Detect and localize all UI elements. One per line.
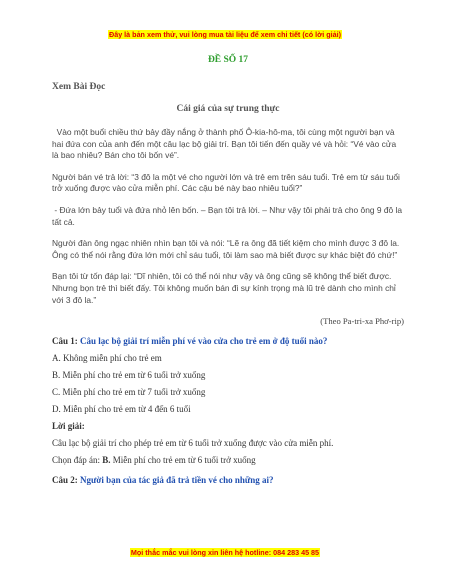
- preview-banner-text: Đây là bản xem thử, vui lòng mua tài liệu để xem chi tiết (có lời giải): [109, 30, 341, 39]
- solution-label: Lời giải:: [52, 421, 85, 432]
- solution-text: Câu lạc bộ giải trí cho phép trẻ em từ 6 tuổi trở xuống được vào cửa miễn phí.: [52, 438, 334, 449]
- document-body: [52, 52, 404, 485]
- option-d: D. Miễn phí cho trẻ em từ 4 đến 6 tuổi: [52, 404, 191, 415]
- hotline-banner: [0, 548, 450, 557]
- option-b: B. Miễn phí cho trẻ em từ 6 tuổi trở xuống: [52, 370, 206, 381]
- preview-banner: [0, 30, 450, 39]
- question-2: [52, 475, 404, 485]
- story-paragraph: Người đàn ông ngạc nhiên nhìn bạn tôi và nói: “Lẽ ra ông đã tiết kiệm cho mình được 3 đô la. Ông có thể nói rằng đứa lớn mới chỉ sáu tuổi, tôi làm sao mà biết được sự khác biệt đó chứ!”: [52, 238, 400, 260]
- story-paragraph: Vào một buổi chiều thứ bảy đầy nắng ở thành phố Ô-kia-hô-ma, tôi cùng một người bạn và hai đứa con của anh đến một câu lạc bộ giải trí. Bạn tôi tiến đến quầy vé và hỏi: “Vé vào cửa là bao nhiêu? Bán cho tôi bốn vé”.: [52, 127, 399, 161]
- exam-title: ĐỀ SỐ 17: [207, 55, 249, 65]
- answer-line: [52, 455, 404, 465]
- story-source: (Theo Pa-tri-xa Phơ-rip): [320, 316, 404, 327]
- question-1-label: Câu 1:: [52, 336, 78, 347]
- option-a: A. Không miễn phí cho trẻ em: [52, 353, 162, 364]
- story-paragraph: - Đứa lớn bảy tuổi và đứa nhỏ lên bốn. – Bạn tôi trả lời. – Như vậy tôi phải trả cho ông 9 đô la tất cả.: [52, 204, 405, 227]
- answer-letter: B.: [102, 455, 111, 466]
- question-1-text: Câu lạc bộ giải trí miễn phí vé vào cửa cho trẻ em ở độ tuổi nào?: [80, 336, 328, 347]
- answer-text: Miễn phí cho trẻ em từ 6 tuổi trở xuống: [110, 455, 256, 466]
- answer-prefix: Chọn đáp án:: [52, 455, 103, 466]
- option-c: C. Miễn phí cho trẻ em từ 7 tuổi trở xuống: [52, 387, 206, 398]
- section-heading: Xem Bài Đọc: [52, 82, 106, 92]
- hotline-banner-text: Mọi thắc mắc vui lòng xin liên hệ hotline: 084 283 45 85: [130, 548, 320, 557]
- question-1: [52, 336, 404, 346]
- question-2-label: Câu 2:: [52, 475, 78, 486]
- question-2-text: Người bạn của tác giả đã trả tiền vé cho những ai?: [80, 475, 274, 486]
- story-title: Cái giá của sự trung thực: [176, 104, 280, 114]
- story-paragraph: Bạn tôi từ tốn đáp lại: “Dĩ nhiên, tôi có thể nói như vậy và ông cũng sẽ không thể biết được. Nhưng bọn trẻ thì biết đấy. Tôi không muốn bán đi sự kính trọng mà lũ trẻ dành cho mình chỉ với 3 đô la.”: [52, 271, 396, 305]
- story-paragraph: Người bán vé trả lời: “3 đô la một vé cho người lớn và trẻ em trên sáu tuổi. Trẻ em từ sáu tuổi trở xuống được vào cửa miễn phí. Các cậu bé này bao nhiêu tuổi?”: [52, 171, 400, 194]
